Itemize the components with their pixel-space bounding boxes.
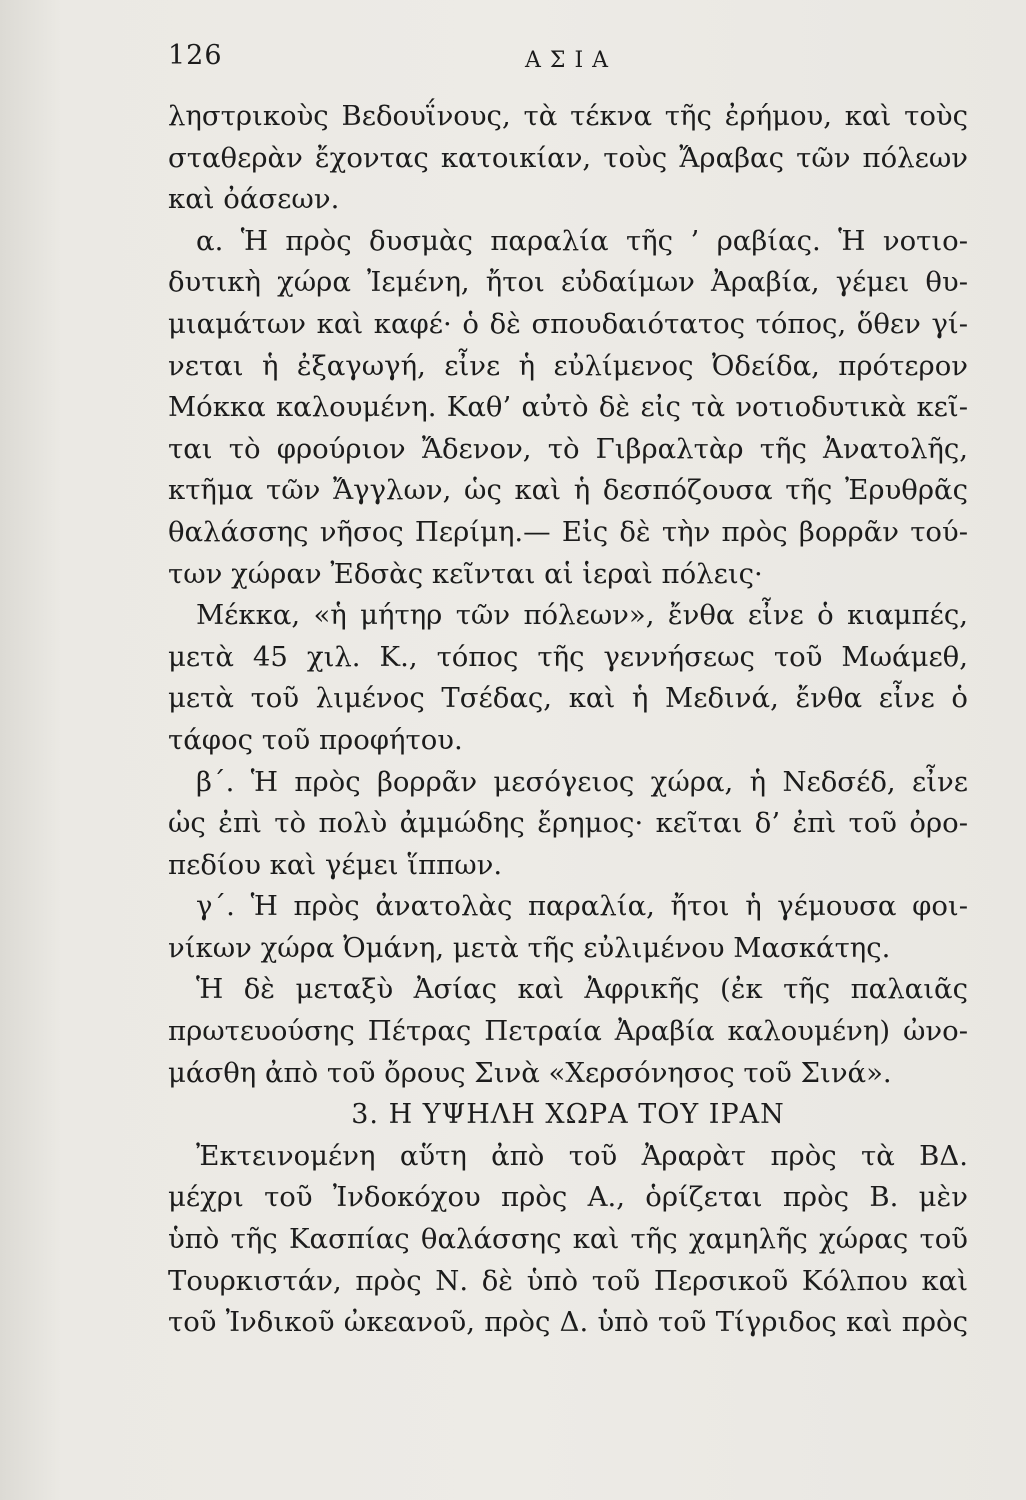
text-line: τοῦ Ἰνδικοῦ ὠκεανοῦ, πρὸς Δ. ὑπὸ τοῦ Τίγριδος καὶ πρὸς — [168, 1306, 968, 1339]
text-line: γ΄. Ἡ πρὸς ἀνατολὰς παραλία, ἤτοι ἡ γέμουσα φοι- — [196, 890, 968, 923]
text-line: σταθερὰν ἔχοντας κατοικίαν, τοὺς Ἄραβας τῶν πόλεων — [168, 141, 968, 174]
page-body — [168, 96, 968, 1344]
text-line: Μέκκα, «ἡ μήτηρ τῶν πόλεων», ἔνθα εἶνε ὁ κιαμπές, — [196, 599, 968, 632]
text-line: μέχρι τοῦ Ἰνδοκόχου πρὸς Α., ὁρίζεται πρὸς Β. μὲν — [168, 1181, 968, 1214]
text-line: Ἐκτεινομένη αὕτη ἀπὸ τοῦ Ἀραρὰτ πρὸς τὰ ΒΔ. — [196, 1139, 968, 1172]
text-line: κτῆμα τῶν Ἄγγλων, ὡς καὶ ἡ δεσπόζουσα τῆς Ἐρυθρᾶς — [168, 474, 968, 507]
text-line: των χώραν Ἐδσὰς κεῖνται αἱ ἱεραὶ πόλεις· — [168, 557, 763, 590]
text-line: μετὰ τοῦ λιμένος Τσέδας, καὶ ἡ Μεδινά, ἔνθα εἶνε ὁ — [168, 682, 968, 715]
text-line: Ἡ δὲ μεταξὺ Ἀσίας καὶ Ἀφρικῆς (ἐκ τῆς παλαιᾶς — [196, 973, 968, 1006]
text-line: α. Ἡ πρὸς δυσμὰς παραλία τῆς ’ ραβίας. Ἡ νοτιο- — [196, 224, 968, 257]
text-line: ὑπὸ τῆς Κασπίας θαλάσσης καὶ τῆς χαμηλῆς χώρας τοῦ — [168, 1223, 968, 1256]
text-line: θαλάσσης νῆσος Περίμη.— Εἰς δὲ τὴν πρὸς βορρᾶν τού- — [168, 515, 968, 548]
text-line: ληστρικοὺς Βεδουΐνους, τὰ τέκνα τῆς ἐρήμου, καὶ τοὺς — [168, 100, 968, 132]
text-line: νίκων χώρα Ὀμάνη, μετὰ τῆς εὐλιμένου Μασκάτης. — [168, 931, 891, 964]
text-line: β΄. Ἡ πρὸς βορρᾶν μεσόγειος χώρα, ἡ Νεδσέδ, εἶνε — [196, 765, 968, 798]
running-head: ΑΣΙΑ — [525, 48, 618, 73]
page-number: 126 — [168, 40, 223, 71]
text-line: νεται ἡ ἐξαγωγή, εἶνε ἡ εὐλίμενος Ὀδείδα, πρότερον — [168, 349, 968, 382]
text-line: πρωτευούσης Πέτρας Πετραία Ἀραβία καλουμένη) ὠνο- — [168, 1015, 968, 1048]
text-line: Μόκκα καλουμένη. Καθ’ αὐτὸ δὲ εἰς τὰ νοτιοδυτικὰ κεῖ- — [168, 391, 968, 424]
page-header — [0, 38, 1026, 78]
section-heading: 3. Η ΥΨΗΛΗ ΧΩΡΑ ΤΟΥ ΙΡΑΝ — [351, 1099, 785, 1131]
text-line: καὶ ὀάσεων. — [168, 183, 340, 216]
text-line: μετὰ 45 χιλ. Κ., τόπος τῆς γεννήσεως τοῦ Μωάμεθ, — [168, 640, 968, 673]
text-line: Τουρκιστάν, πρὸς Ν. δὲ ὑπὸ τοῦ Περσικοῦ Κόλπου καὶ — [168, 1264, 968, 1297]
text-line: μιαμάτων καὶ καφέ· ὁ δὲ σπουδαιότατος τόπος, ὅθεν γί- — [168, 307, 968, 340]
text-line: μάσθη ἀπὸ τοῦ ὄρους Σινὰ «Χερσόνησος τοῦ Σινά». — [168, 1056, 892, 1089]
text-line: τάφος τοῦ προφήτου. — [168, 723, 463, 756]
text-line: ὡς ἐπὶ τὸ πολὺ ἀμμώδης ἔρημος· κεῖται δ’ ἐπὶ τοῦ ὀρο- — [168, 807, 968, 840]
text-line: πεδίου καὶ γέμει ἵππων. — [168, 848, 503, 881]
text-line: ται τὸ φρούριον Ἄδενον, τὸ Γιβραλτὰρ τῆς Ἀνατολῆς, — [168, 432, 968, 465]
text-line: δυτικὴ χώρα Ἰεμένη, ἤτοι εὐδαίμων Ἀραβία, γέμει θυ- — [168, 266, 968, 299]
